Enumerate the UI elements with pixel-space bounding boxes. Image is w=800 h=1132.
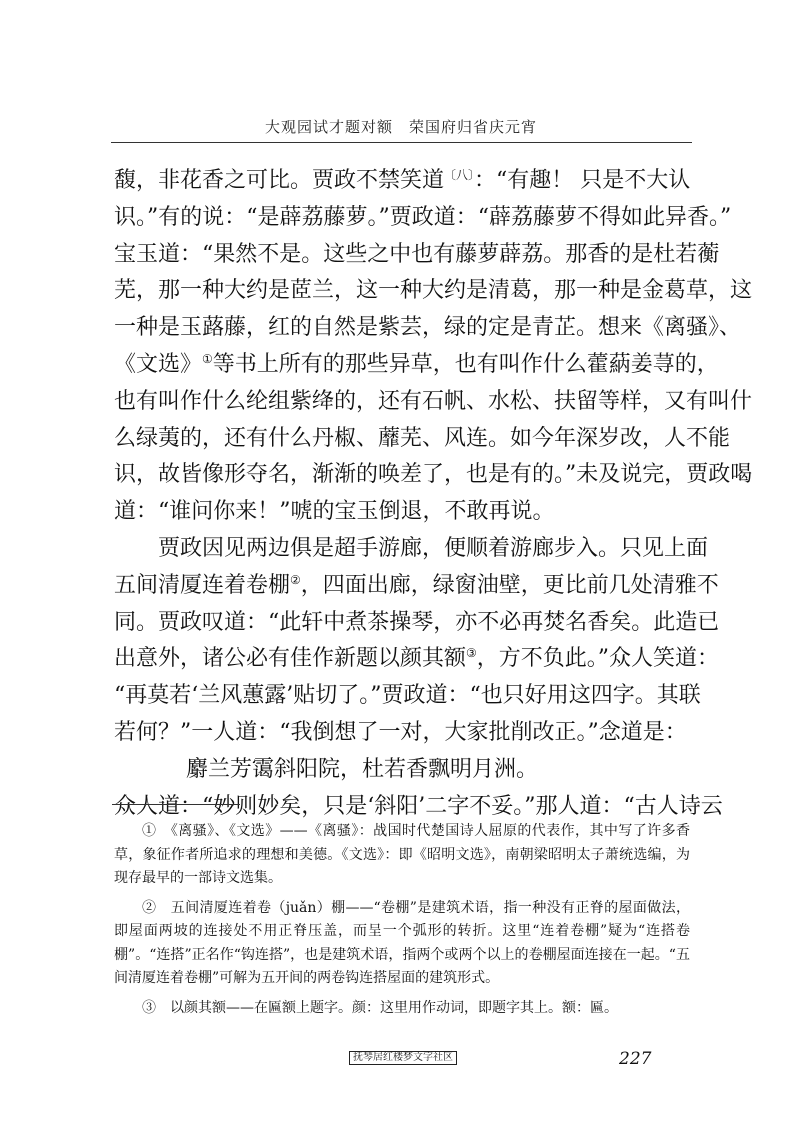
text-line: [114, 163, 690, 200]
text-line: 识。”有的说：“是薜荔藤萝。”贾政道：“薜荔藤萝不得如此异香。”: [114, 204, 732, 230]
source-stamp: 抚琴居红楼梦文字社区: [349, 1051, 457, 1065]
text-line: [114, 641, 720, 678]
text-line: [114, 347, 719, 384]
footnote-text: ③ 以颜其额——在匾额上题字。颜：这里用作动词，即题字其上。额：匾。: [142, 999, 618, 1016]
footnote-mark: ①: [202, 351, 213, 366]
text-line: 若何？”一人道：“我倒想了一对，大家批削改正。”念道是：: [114, 719, 687, 745]
text-line: 么绿荑的，还有什么丹椒、蘼芜、风连。如今年深岁改，人不能: [114, 425, 731, 451]
text-segment: 等书上所有的那些异草，也有叫作什么藿蒳姜荨的，: [212, 351, 719, 377]
text-line: 众人道：“妙则妙矣，只是‘斜阳’二字不妥。”那人道：“古人诗云: [114, 793, 723, 819]
footnote-3: [114, 997, 690, 1021]
text-line: 一种是玉蕗藤，红的自然是紫芸，绿的定是青芷。想来《离骚》、: [114, 315, 742, 341]
footnote-1: [114, 820, 690, 891]
text-line: 同。贾政叹道：“此轩中煮茶操琴，亦不必再焚名香矣。此造已: [114, 609, 720, 635]
text-segment: 五间清厦连着卷棚: [114, 572, 291, 598]
note-mark: 〔八〕: [444, 168, 475, 182]
header-rule: [111, 142, 692, 143]
text-line: 道：“谁问你来！”唬的宝玉倒退，不敢再说。: [114, 499, 555, 525]
footnote-text: ② 五间清厦连着卷（juǎn）棚——“卷棚”是建筑术语，指一种没有正脊的屋面做法，即屋面两坡的连接处不用正脊压盖，而呈一个弧形的转折。这里“连着卷棚”疑为“连搭卷棚”。“连搭”正名作“钩连搭”，也是建筑术语，指两个或两个以上的卷棚屋面连接在一起。“五间清厦连着卷棚”可解为五开间的两卷钩连搭屋面的建筑形式。: [114, 899, 690, 986]
couplet-line: 麝兰芳霭斜阳院，杜若香飘明月洲。: [186, 756, 539, 782]
text-line: 也有叫作什么纶组紫绛的，还有石帆、水松、扶留等样，又有叫什: [114, 388, 753, 414]
text-segment: 出意外，诸公必有佳作新题以颜其额: [114, 646, 467, 672]
footnote-2: [114, 897, 690, 991]
body-text: [114, 163, 753, 825]
text-line: 宝玉道：“果然不是。这些之中也有藤萝薜荔。那香的是杜若蘅: [114, 241, 720, 267]
footnote-rule: [112, 804, 240, 805]
text-line: 芜，那一种大约是茝兰，这一种大约是清葛，那一种是金葛草，这: [114, 278, 753, 304]
text-segment: ，方不负此。”众人笑道：: [476, 646, 720, 672]
text-segment: ：“有趣！ 只是不大认: [474, 168, 691, 193]
text-segment: 《文选》: [114, 351, 203, 377]
text-line: 贾政因见两边俱是超手游廊，便顺着游廊步入。只见上面: [114, 535, 709, 561]
text-line: [114, 568, 719, 605]
text-line: “再莫若‘兰风蕙露’贴切了。”贾政道：“也只好用这四字。其联: [114, 683, 701, 709]
footnote-mark: ②: [290, 572, 301, 587]
running-header: 大观园试才题对额 荣国府归省庆元宵: [264, 118, 537, 136]
footnotes: [114, 820, 690, 1026]
footnote-text: ① 《离骚》、《文选》——《离骚》：战国时代楚国诗人屈原的代表作，其中写了许多香草，象征作者所追求的理想和美德。《文选》：即《昭明文选》，南朝梁昭明太子萧统选编，为现存最早的一部诗文选集。: [114, 823, 690, 886]
footnote-mark: ③: [466, 646, 477, 661]
text-segment: ，四面出廊，绿窗油壁，更比前几处清雅不: [300, 572, 719, 598]
text-line: 识，故皆像形夺名，渐渐的唤差了，也是有的。”未及说完，贾政喝: [114, 462, 753, 488]
page-number: 227: [619, 1049, 652, 1069]
text-segment: 馥，非花香之可比。贾政不禁笑道: [114, 168, 445, 193]
